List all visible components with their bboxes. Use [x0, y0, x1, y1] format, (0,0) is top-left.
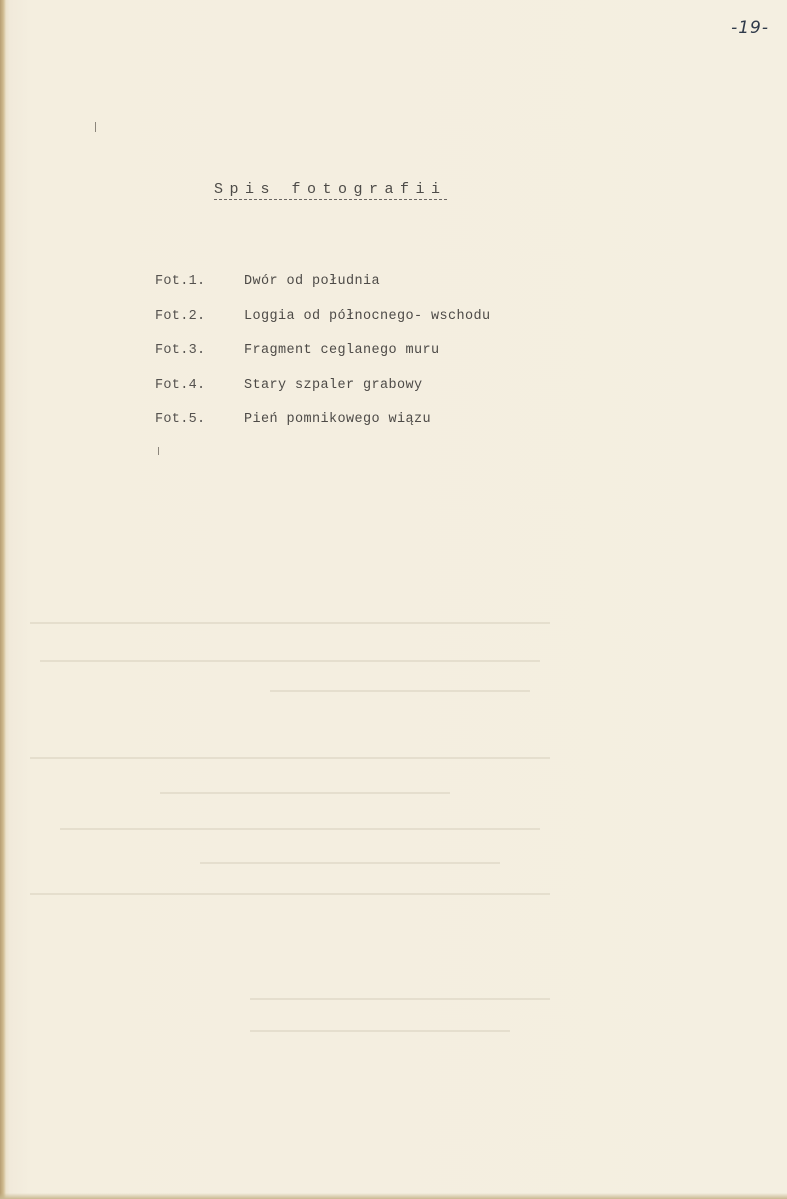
bleed-through-line: [160, 792, 450, 794]
stray-mark: [95, 122, 96, 132]
photo-number: Fot.5.: [155, 412, 206, 427]
photo-list: [155, 274, 491, 447]
photo-caption: Pień pomnikowego wiązu: [244, 412, 432, 427]
page-bottom-shadow: [0, 1193, 787, 1199]
page-number: -19-: [731, 18, 769, 38]
binding-edge: [0, 0, 6, 1199]
photo-number: Fot.2.: [155, 308, 206, 324]
photo-caption: Fragment ceglanego muru: [244, 343, 440, 358]
photo-caption: Loggia od północnego- wschodu: [244, 308, 491, 324]
bleed-through-line: [30, 622, 550, 624]
stray-mark: [158, 447, 159, 455]
list-item: [155, 412, 491, 447]
photo-number: Fot.1.: [155, 274, 206, 289]
page-title: Spis fotografii: [214, 181, 447, 198]
bleed-through-line: [250, 1030, 510, 1032]
photo-number: Fot.4.: [155, 377, 206, 393]
photo-number: Fot.3.: [155, 343, 206, 358]
list-item: [155, 378, 491, 413]
list-item: [155, 343, 491, 378]
photo-caption: Stary szpaler grabowy: [244, 377, 423, 393]
list-item: [155, 274, 491, 309]
bleed-through-line: [250, 998, 550, 1000]
bleed-through-line: [60, 828, 540, 830]
bleed-through-line: [30, 757, 550, 759]
bleed-through-line: [30, 893, 550, 895]
bleed-through-line: [200, 862, 500, 864]
photo-caption: Dwór od południa: [244, 274, 381, 289]
list-item: [155, 309, 491, 344]
bleed-through-line: [40, 660, 540, 662]
bleed-through-line: [270, 690, 530, 692]
